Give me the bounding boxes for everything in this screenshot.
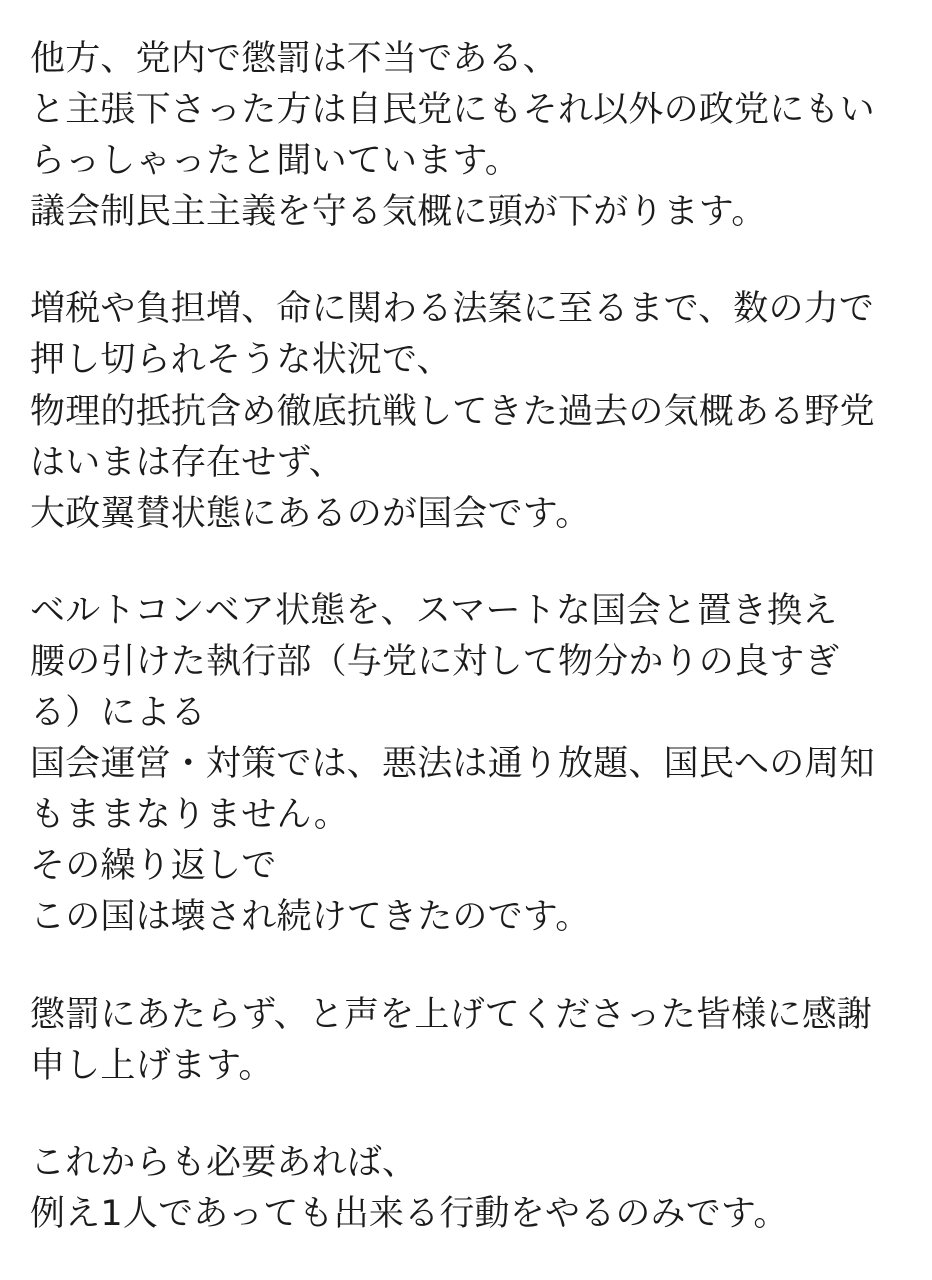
text-line: 例え1人であっても出来る行動をやるのみです。	[30, 1193, 789, 1234]
text-line: 物理的抵抗含め徹底抗戦してきた過去の気概ある野党	[30, 391, 875, 432]
paragraph	[30, 284, 902, 539]
text-line: 議会制民主主義を守る気概に頭が下がります。	[30, 192, 767, 233]
text-line: この国は壊され続けてきたのです。	[30, 897, 591, 938]
text-line: 申し上げます。	[30, 1045, 274, 1086]
text-line: 他方、党内で懲罰は不当である、	[30, 39, 559, 79]
paragraph	[30, 34, 902, 238]
paragraph	[30, 586, 902, 944]
paragraph-spacer	[30, 944, 902, 990]
text-line: る）による	[30, 693, 207, 734]
text-line: 押し切られそうな状況で、	[30, 340, 452, 381]
text-line: はいまは存在せず、	[30, 442, 345, 483]
text-line: 国会運営・対策では、悪法は通り放題、国民への周知	[30, 744, 875, 785]
text-line: これからも必要あれば、	[30, 1142, 418, 1183]
paragraph-spacer	[30, 540, 902, 586]
text-line: その繰り返しで	[30, 846, 277, 887]
text-line: もままなりません。	[30, 795, 349, 836]
text-line: 懲罰にあたらず、と声を上げてくださった皆様に感謝	[30, 994, 873, 1035]
text-line: 増税や負担増、命に関わる法案に至るまで、数の力で	[30, 289, 875, 330]
paragraph	[30, 990, 902, 1092]
paragraph	[30, 1138, 902, 1240]
document-text-body	[30, 34, 902, 1240]
text-line: 大政翼賛状態にあるのが国会です。	[30, 493, 591, 534]
text-line: と主張下さった方は自民党にもそれ以外の政党にもい	[30, 90, 875, 131]
text-line: ベルトコンベア状態を、スマートな国会と置き換え	[30, 590, 838, 631]
text-line: らっしゃったと聞いています。	[30, 141, 521, 182]
paragraph-spacer	[30, 1092, 902, 1138]
paragraph-spacer	[30, 238, 902, 284]
text-line: 腰の引けた執行部（与党に対して物分かりの良すぎ	[30, 641, 840, 682]
